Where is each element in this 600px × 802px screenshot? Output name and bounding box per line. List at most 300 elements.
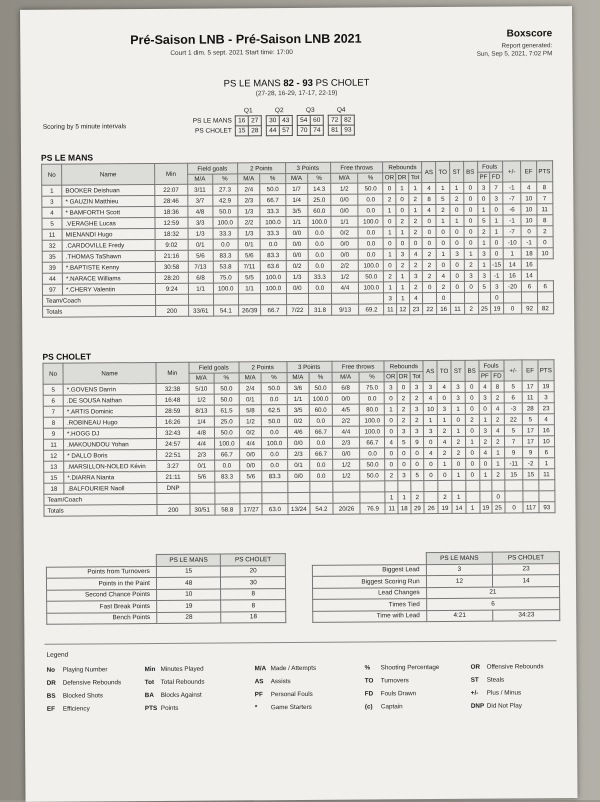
stat-cell: 50.0 — [213, 206, 238, 217]
stat-cell: 1/2 — [330, 183, 358, 194]
stat-cell: 0/0 — [286, 238, 309, 249]
stat-cell: 28:46 — [155, 195, 188, 206]
stat-cell: 0.0 — [308, 238, 331, 249]
stat-cell: 16 — [538, 425, 555, 436]
stat-cell: 5 — [477, 215, 490, 226]
stat-cell: 15 — [523, 469, 538, 480]
stat-cell: 0/1 — [188, 239, 213, 250]
stat-cell: 100.0 — [261, 283, 286, 294]
legend-item — [255, 665, 317, 672]
stat-cell: 15 — [44, 472, 64, 483]
stat-cell: 2 — [437, 281, 451, 292]
stat-cell: 100.0 — [360, 426, 385, 437]
col-pts: PTS — [537, 360, 554, 381]
stat-cell — [189, 493, 214, 504]
col-name: Name — [63, 362, 156, 384]
stat-cell: 0 — [490, 237, 503, 248]
stat-cell: 7 — [536, 193, 553, 204]
stat-cell: 2 — [492, 436, 505, 447]
col-to: TO — [437, 360, 451, 381]
stat-cell — [262, 482, 287, 493]
stat-cell: 1/1 — [331, 216, 359, 227]
stat-cell: 4 — [385, 437, 398, 448]
stat-cell: 0/2 — [331, 227, 359, 238]
legend-desc: Game Starters — [270, 703, 312, 712]
stat-cell: 33.3 — [213, 228, 238, 239]
stat-cell: 4 — [409, 293, 423, 304]
stat-cell: 9 — [504, 447, 523, 458]
stat-cell: 3 — [410, 426, 424, 437]
stat-cell: 11 — [523, 392, 538, 403]
stat-cell: 5 — [478, 281, 491, 292]
stat-cell: 0 — [450, 204, 464, 215]
col-sub-ma: M/A — [237, 174, 260, 184]
stat-cell — [333, 481, 361, 492]
stat-cell: 0.0 — [310, 459, 333, 470]
col-3pts: 3 Points — [286, 361, 331, 372]
col-no: No — [42, 164, 62, 185]
stat-cell: 200 — [157, 504, 190, 515]
stat-cell: 0 — [383, 183, 396, 194]
stat-cell: 3:27 — [157, 460, 190, 471]
stat-cell: 1 — [396, 293, 409, 304]
stat-cell: 4 — [422, 183, 436, 194]
player-name: .DE SOUSA Nathan — [63, 394, 156, 406]
player-name: .CARDOVILLE Fredy — [62, 239, 155, 251]
stat-cell: 2 — [451, 447, 465, 458]
stat-cell: 4/6 — [287, 426, 310, 437]
stat-cell — [537, 292, 554, 303]
stat-cell: 0.0 — [310, 437, 333, 448]
stat-cell: 1 — [408, 183, 422, 194]
stat-cell: 1 — [436, 182, 450, 193]
stat-cell: 10 — [537, 248, 554, 259]
stat-cell — [333, 492, 361, 503]
summary-label: Points in the Paint — [46, 577, 156, 589]
legend-abbr: DNP — [470, 702, 485, 710]
stat-cell: 50.0 — [262, 416, 287, 427]
stat-cell: 5 — [523, 414, 538, 425]
stat-cell: 14 — [503, 259, 522, 270]
stat-cell: 19 — [538, 381, 555, 392]
stat-cell: 2 — [397, 415, 410, 426]
stat-cell: -20 — [503, 281, 522, 292]
interval-label: Scoring by 5 minute intervals — [42, 123, 127, 131]
stat-cell: 1 — [383, 227, 396, 238]
quarter-cell: 57 — [279, 126, 292, 136]
stat-cell: 0 — [450, 270, 464, 281]
stat-cell: 1 — [452, 469, 466, 480]
stat-cell: 2 — [464, 303, 478, 314]
stat-cell: 8/13 — [189, 405, 214, 416]
col-sub-ma: M/A — [287, 372, 310, 382]
quarter-label: Q2 — [274, 107, 284, 115]
col-to: TO — [436, 161, 450, 182]
stat-cell: 27.3 — [212, 184, 237, 195]
stat-cell: 0 — [464, 215, 478, 226]
summary-team-header: PS LE MANS — [156, 554, 221, 566]
stat-cell: 0/2 — [287, 415, 310, 426]
stat-cell: 2 — [450, 193, 464, 204]
col-sub-dr: DR — [398, 373, 408, 381]
stat-cell: 0/1 — [189, 460, 214, 471]
stat-cell: 0 — [438, 469, 452, 480]
stat-cell: 0 — [465, 381, 479, 392]
stat-cell: 4 — [42, 207, 62, 218]
stat-cell: 2 — [396, 216, 409, 227]
col-sub-pct: % — [260, 174, 285, 184]
stat-cell: 3/5 — [287, 404, 310, 415]
stat-cell — [287, 481, 310, 492]
player-name: *.CHERY Valentin — [63, 283, 156, 295]
stat-cell: 6 — [538, 447, 555, 458]
stat-cell: 22:07 — [155, 184, 188, 195]
stat-cell: 2 — [410, 415, 424, 426]
stat-cell: 3 — [479, 392, 492, 403]
stat-cell: 33.3 — [308, 271, 331, 282]
stat-cell: 7 — [504, 436, 523, 447]
col-sub-pct: % — [308, 173, 331, 183]
stat-cell: 0 — [450, 237, 464, 248]
stat-cell: 29 — [410, 503, 424, 514]
quarter-cell: 60 — [310, 115, 323, 125]
stat-cell: 0 — [422, 216, 436, 227]
stat-cell: 3 — [490, 281, 503, 292]
legend-abbr: (c) — [364, 703, 373, 711]
stat-cell: 50.0 — [360, 459, 385, 470]
stat-cell: 3 — [397, 426, 410, 437]
stat-cell: 0 — [422, 227, 436, 238]
stat-cell: 0 — [464, 237, 478, 248]
stat-cell: 3/3 — [188, 217, 213, 228]
summary-table-right — [312, 551, 560, 623]
summary-label: Times Tied — [313, 599, 427, 611]
legend-desc: Plus / Minus — [486, 689, 522, 697]
stat-cell: 4 — [437, 381, 451, 392]
legend-abbr: % — [364, 664, 371, 672]
stat-cell: 0/0 — [287, 437, 310, 448]
stat-cell: 75.0 — [213, 272, 238, 283]
stat-cell: 17 — [523, 381, 538, 392]
col-sub-pf: PF — [477, 172, 490, 182]
player-name: .THOMAS TaShawn — [62, 250, 155, 262]
stat-cell: 0 — [385, 448, 398, 459]
stat-cell: 42.9 — [212, 195, 237, 206]
stat-cell: 100.0 — [262, 438, 287, 449]
stat-cell: 0 — [465, 392, 479, 403]
stat-cell: 54.1 — [213, 305, 238, 316]
legend-desc: Points — [160, 704, 179, 712]
legend-abbr: DR — [46, 679, 56, 687]
stat-cell: 22 — [423, 304, 437, 315]
stat-cell: 4/8 — [187, 206, 212, 217]
stat-cell: 0 — [385, 393, 398, 404]
stat-cell: 100.0 — [261, 272, 286, 283]
stat-cell — [424, 492, 438, 503]
stat-cell: 1 — [408, 205, 422, 216]
stat-cell: 12:59 — [155, 217, 188, 228]
stat-cell: 3 — [384, 293, 397, 304]
quarter-label: Q3 — [305, 106, 315, 114]
stat-cell — [240, 482, 263, 493]
stat-cell: -15 — [490, 259, 503, 270]
legend-desc: Shooting Percentage — [380, 664, 440, 672]
stat-cell: 5/8 — [239, 405, 262, 416]
stat-cell: 3 — [478, 248, 491, 259]
legend-item — [47, 679, 122, 687]
stat-cell: 3 — [451, 381, 465, 392]
stat-cell — [478, 292, 491, 303]
legend-item — [471, 677, 505, 684]
quarter-label: Q1 — [243, 107, 253, 115]
stat-cell: 0 — [396, 194, 409, 205]
stat-cell: 18 — [44, 483, 64, 494]
stat-cell — [523, 480, 538, 491]
quarter-cell: 93 — [341, 125, 354, 135]
stat-cell: 1 — [492, 447, 505, 458]
stat-cell — [309, 293, 332, 304]
col-3pts: 3 Points — [285, 162, 330, 173]
quarter-cell: 16 — [235, 116, 248, 126]
summary-label: Fast Break Points — [47, 600, 157, 612]
stat-cell: 32 — [42, 240, 62, 251]
stat-cell — [213, 294, 238, 305]
stat-cell: -11 — [504, 458, 523, 469]
stat-cell: 21:16 — [155, 250, 188, 261]
stat-cell: 1 — [503, 248, 522, 259]
summary-value: 12 — [426, 575, 493, 587]
stat-cell: 0.0 — [358, 194, 383, 205]
summary-label: Bench Points — [47, 612, 157, 624]
stat-cell: 5/10 — [189, 383, 214, 394]
stat-cell — [398, 481, 411, 492]
legend-item — [47, 666, 108, 673]
stat-cell: 1 — [479, 469, 492, 480]
summary-value: 15 — [156, 566, 221, 578]
legend-item — [365, 690, 416, 697]
home-team-name: PS LE MANS — [223, 78, 281, 90]
team-coach-label: Team/Coach — [42, 294, 155, 306]
stat-cell: 13 — [44, 461, 64, 472]
stat-cell: 66.7 — [360, 437, 385, 448]
stat-cell — [157, 493, 190, 504]
stat-cell: 100.0 — [360, 415, 385, 426]
col-fg: Field goals — [187, 163, 237, 174]
away-stats-table — [42, 359, 555, 517]
home-stats-table — [41, 160, 554, 318]
stat-cell: 11 — [42, 229, 62, 240]
stat-cell: 0 — [424, 437, 438, 448]
summary-value: 8 — [221, 600, 286, 612]
stat-cell: 25 — [478, 303, 491, 314]
stat-cell: 93 — [538, 502, 555, 513]
stat-cell: 1 — [464, 248, 478, 259]
stat-cell: 3 — [450, 248, 464, 259]
col-sub-pct: % — [214, 373, 239, 383]
stat-cell: 3 — [478, 270, 491, 281]
stat-cell: 5 — [504, 425, 523, 436]
stat-cell: 0 — [452, 458, 466, 469]
stat-cell: 50.0 — [359, 271, 384, 282]
stat-cell — [466, 491, 480, 502]
stat-cell: 22 — [504, 414, 523, 425]
stat-cell: 35 — [42, 251, 62, 262]
summary-value: 20 — [221, 565, 286, 577]
stat-cell: 0/0 — [286, 227, 309, 238]
stat-cell: 82 — [537, 303, 554, 314]
stat-cell: 2 — [423, 260, 437, 271]
stat-cell: 7 — [43, 406, 63, 417]
stat-cell: 7/22 — [286, 304, 309, 315]
stat-cell: 2 — [396, 260, 409, 271]
stat-cell: 0.0 — [308, 260, 331, 271]
col-min: Min — [155, 163, 188, 184]
stat-cell: 0 — [503, 303, 522, 314]
stat-cell — [286, 293, 309, 304]
stat-cell: 2/3 — [332, 437, 360, 448]
stat-cell: 1 — [450, 215, 464, 226]
stat-cell: 4 — [479, 447, 492, 458]
stat-cell: 54.2 — [310, 503, 333, 514]
stat-cell: 3/5 — [285, 205, 308, 216]
summary-team-header: PS CHOLET — [493, 552, 560, 564]
stat-cell: 69.2 — [359, 304, 384, 315]
stat-cell: 2 — [491, 414, 504, 425]
col-sub-ma: M/A — [330, 173, 358, 183]
stat-cell: 2 — [492, 469, 505, 480]
stat-cell: -7 — [502, 193, 521, 204]
stat-cell: 5 — [43, 384, 63, 395]
stat-cell: 0/0 — [239, 460, 262, 471]
stat-cell: 2 — [397, 393, 410, 404]
player-name: * GAUZIN Matthieu — [62, 195, 155, 207]
stat-cell: 3 — [398, 470, 411, 481]
stat-cell — [262, 493, 287, 504]
stat-cell: 24:57 — [156, 438, 189, 449]
stat-cell: 1 — [465, 436, 479, 447]
legend-abbr: Min — [144, 665, 156, 674]
legend-item — [145, 666, 204, 673]
stat-cell: 17 — [523, 436, 538, 447]
summary-label: Lead Changes — [313, 587, 427, 599]
totals-row — [44, 502, 555, 517]
stat-cell — [450, 292, 464, 303]
stat-cell: 0 — [479, 403, 492, 414]
stat-cell: 5 — [42, 218, 62, 229]
stat-cell: 50.0 — [261, 383, 286, 394]
stat-cell: 12 — [44, 450, 64, 461]
stat-cell: 3 — [479, 425, 492, 436]
stat-cell: 16 — [437, 303, 451, 314]
col-2pts: 2 Points — [239, 362, 287, 373]
summary-value: 14 — [493, 575, 560, 587]
col-sub-dr: DR — [397, 174, 407, 182]
stat-cell — [504, 480, 523, 491]
col-fg: Field goals — [189, 362, 239, 373]
stat-cell: 0.0 — [308, 227, 331, 238]
stat-cell: 83.3 — [214, 471, 239, 482]
stat-cell — [466, 480, 480, 491]
stat-cell: 1 — [466, 502, 480, 513]
stat-cell: 60.0 — [309, 404, 332, 415]
summary-table-left — [46, 553, 286, 625]
stat-cell: 0.0 — [260, 239, 285, 250]
legend-abbr: M/A — [254, 665, 267, 673]
legend-abbr: PF — [254, 691, 263, 699]
stat-cell: 1 — [383, 205, 396, 216]
col-rebounds: Rebounds — [384, 361, 423, 372]
stat-cell: 7/11 — [238, 261, 261, 272]
stat-cell — [189, 482, 214, 493]
stat-cell: 0 — [409, 238, 423, 249]
stat-cell: 92 — [522, 303, 537, 314]
quarter-cell: 44 — [266, 126, 279, 136]
player-name: .BALFOURIER Naoll — [64, 482, 157, 494]
col-sub-ma: M/A — [187, 174, 212, 184]
stat-cell: 18 — [398, 503, 411, 514]
col-rebounds: Rebounds — [383, 162, 422, 173]
legend-title: Legend — [46, 651, 69, 659]
stat-cell — [385, 481, 398, 492]
legend-desc: Fouls Drawn — [380, 690, 417, 698]
stat-cell: 0/0 — [331, 194, 359, 205]
col-sub-ma: M/A — [285, 173, 308, 183]
stat-cell: 10 — [521, 204, 536, 215]
summary-team-header: PS LE MANS — [426, 552, 493, 564]
stat-cell: 1 — [396, 183, 409, 194]
stat-cell: 0.0 — [309, 282, 332, 293]
stat-cell: -6 — [502, 204, 521, 215]
legend-abbr: PTS — [144, 704, 158, 713]
stat-cell: 1 — [437, 414, 451, 425]
legend-desc: Playing Number — [62, 666, 108, 674]
summary-row — [47, 611, 286, 624]
player-name: .VERAGHE Lucas — [62, 217, 155, 229]
legend-abbr: +/- — [470, 689, 479, 697]
stat-cell: 0 — [450, 259, 464, 270]
stat-cell: 0 — [451, 414, 465, 425]
stat-cell: 8 — [422, 194, 436, 205]
stat-cell: 53.8 — [213, 261, 238, 272]
stat-cell: 0 — [410, 459, 424, 470]
stat-cell: 18:32 — [155, 228, 188, 239]
stat-cell: 20/26 — [333, 503, 361, 514]
stat-cell: 3 — [424, 426, 438, 437]
stat-cell: 0 — [465, 403, 479, 414]
stat-cell: 9 — [43, 428, 63, 439]
stat-cell: 1 — [451, 403, 465, 414]
stat-cell: 2/3 — [287, 448, 310, 459]
stat-cell: 33.3 — [260, 228, 285, 239]
col-pts: PTS — [536, 161, 553, 182]
stat-cell: 0 — [521, 226, 536, 237]
stat-cell: 9:24 — [155, 283, 188, 294]
stat-cell — [538, 491, 555, 502]
stat-cell: 0 — [463, 182, 477, 193]
stat-cell: 0/0 — [331, 249, 359, 260]
quarter-cell: 30 — [266, 116, 279, 126]
stat-cell: 1 — [385, 492, 398, 503]
legend-desc: Blocked Shots — [62, 692, 104, 700]
summary-value: 4:21 — [426, 610, 493, 622]
player-name: BOOKER Deishuan — [62, 184, 155, 196]
stat-cell: 4 — [409, 249, 423, 260]
stat-cell: 4 — [491, 425, 504, 436]
stat-cell: 2 — [410, 492, 424, 503]
stat-cell: 4 — [479, 381, 492, 392]
stat-cell: 0 — [492, 491, 505, 502]
summary-label: Biggest Scoring Run — [312, 576, 426, 588]
